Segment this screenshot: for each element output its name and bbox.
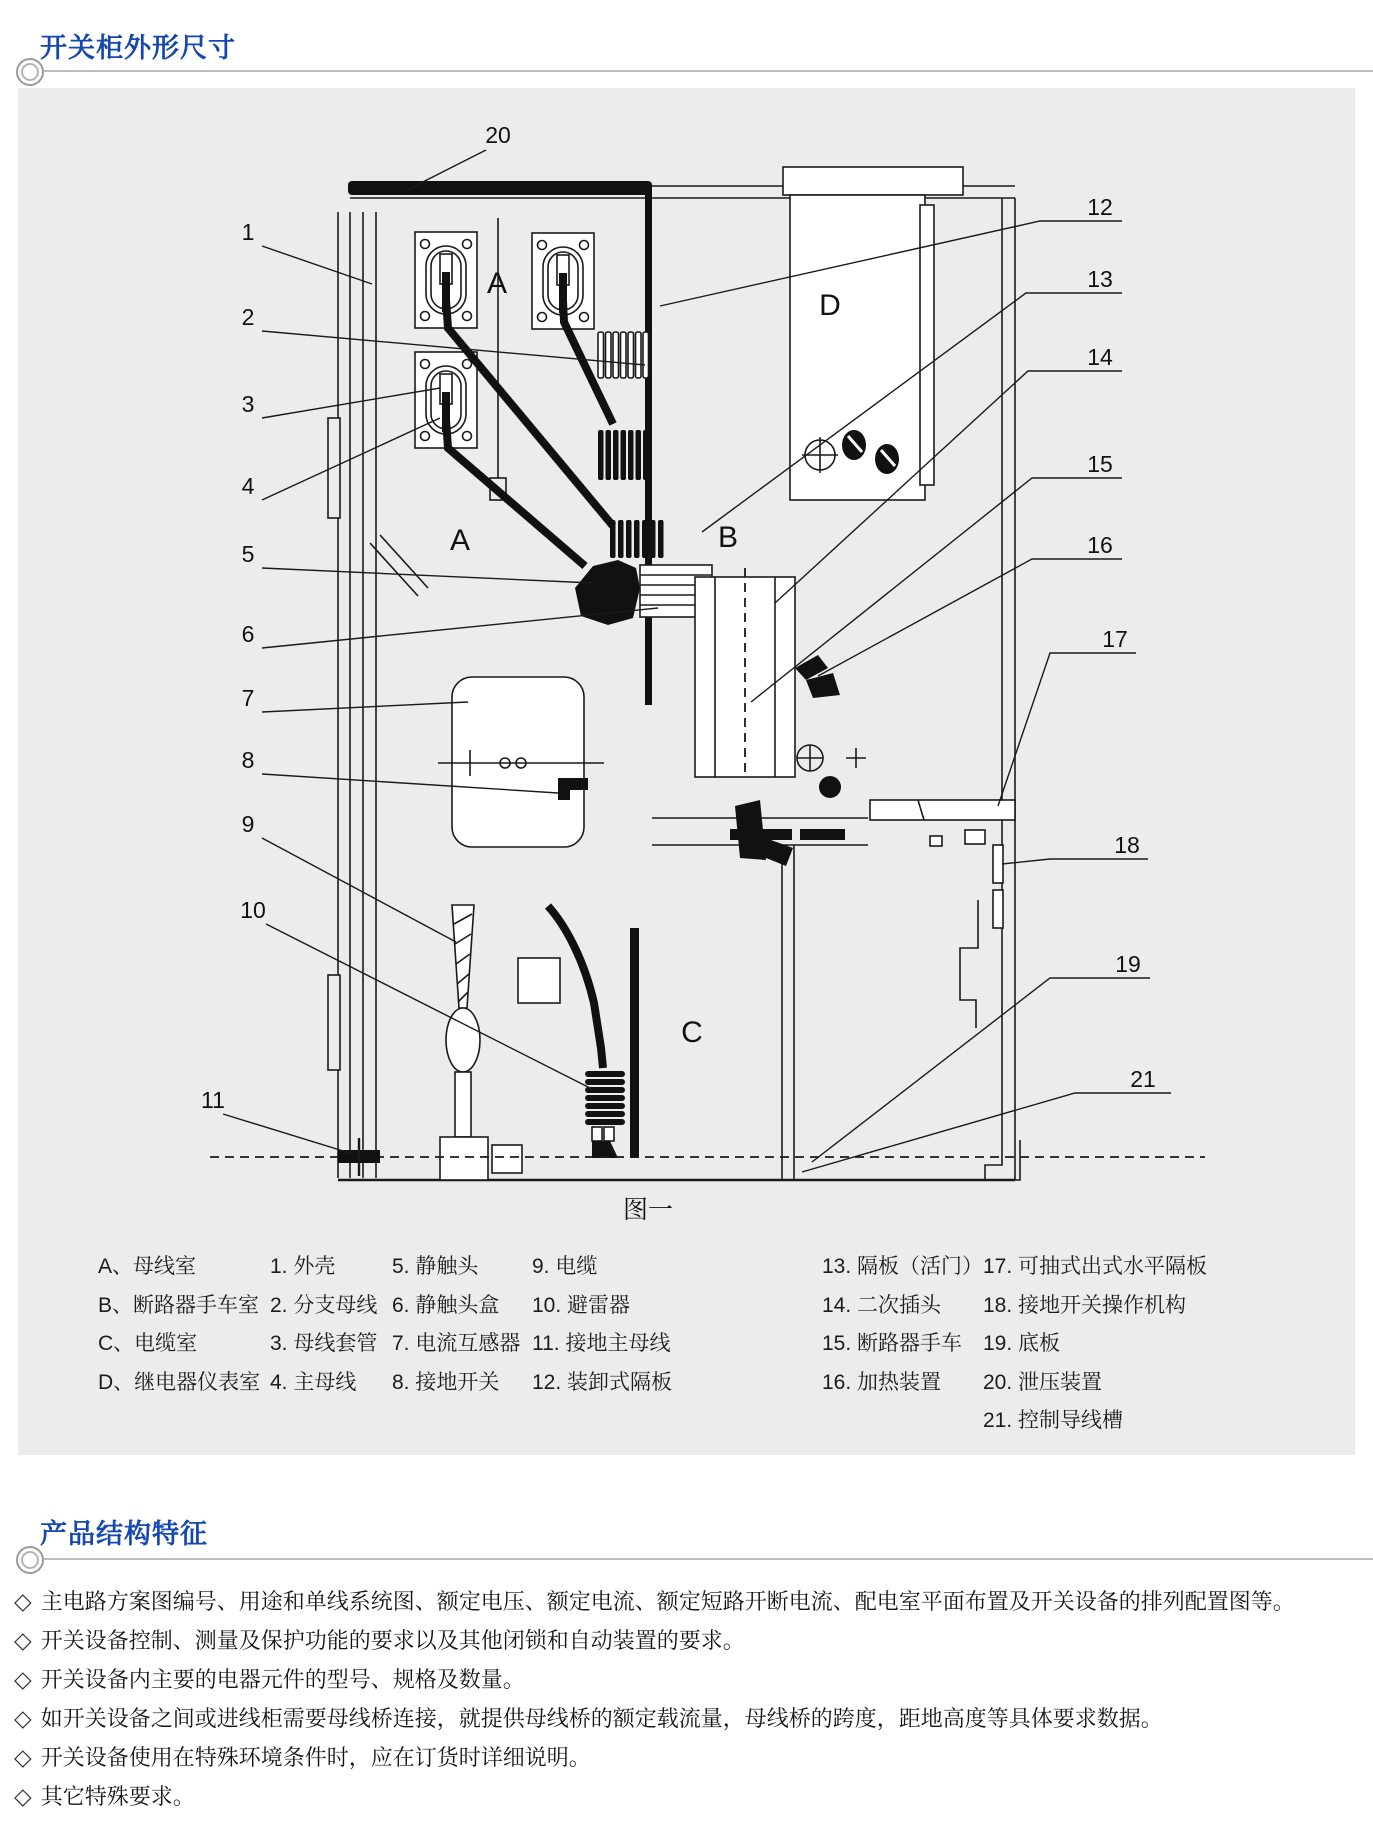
list-item-text: 4. 主母线 <box>270 1370 357 1394</box>
list-item-text: 5. 静触头 <box>392 1255 479 1278</box>
section-rule <box>44 1558 1373 1560</box>
diamond-bullet-icon: ◇ <box>14 1666 32 1692</box>
list-item <box>98 1364 260 1403</box>
diamond-bullet-icon: ◇ <box>14 1744 32 1770</box>
legend-column-5-8 <box>392 1248 520 1402</box>
list-item-text: A、母线室 <box>98 1255 197 1278</box>
list-item <box>822 1364 983 1403</box>
legend-column-compartments <box>98 1248 260 1402</box>
section-rule <box>44 70 1373 72</box>
list-item-text: C、电缆室 <box>98 1332 198 1355</box>
list-item <box>270 1248 377 1287</box>
breaker-handcart <box>695 568 795 866</box>
diamond-bullet-icon: ◇ <box>14 1783 32 1809</box>
diamond-bullet-icon: ◇ <box>14 1627 32 1653</box>
callout-12: 12 <box>1087 194 1113 220</box>
list-item-text: 开关设备控制、测量及保护功能的要求以及其他闭锁和自动装置的要求。 <box>40 1628 745 1653</box>
list-item-text: B、断路器手车室 <box>98 1293 260 1317</box>
callout-11: 11 <box>201 1087 225 1113</box>
list-item-text: 6. 静触头盒 <box>392 1293 500 1317</box>
list-item-text: 21. 控制导线槽 <box>983 1409 1124 1432</box>
list-item-text: 开关设备内主要的电器元件的型号、规格及数量。 <box>40 1667 525 1692</box>
list-item <box>270 1364 377 1403</box>
list-item <box>822 1248 983 1287</box>
list-item-text: 3. 母线套管 <box>270 1332 378 1355</box>
list-item <box>983 1248 1207 1287</box>
compartment-label-d: D <box>819 289 841 322</box>
callout-21: 21 <box>1130 1066 1156 1092</box>
list-item <box>14 1738 1364 1777</box>
list-item <box>98 1325 260 1364</box>
section-title-features: 产品结构特征 <box>40 1519 208 1549</box>
figure-caption: 图一 <box>622 1196 674 1224</box>
callout-9: 9 <box>241 811 255 837</box>
list-item-text: 13. 隔板（活门） <box>822 1255 984 1278</box>
diamond-bullet-icon: ◇ <box>14 1705 32 1731</box>
diamond-bullet-icon: ◇ <box>14 1588 32 1614</box>
list-item-text: 如开关设备之间或进线柜需要母线桥连接，就提供母线桥的额定载流量，母线桥的跨度，距地高度等具体要求数据。 <box>40 1706 1163 1731</box>
power-cable <box>440 905 603 1180</box>
callout-2: 2 <box>241 304 255 330</box>
callout-18: 18 <box>1114 832 1140 858</box>
list-item <box>14 1777 1364 1816</box>
callout-1: 1 <box>241 219 255 245</box>
callout-14: 14 <box>1087 344 1113 370</box>
insulator-stack <box>610 520 664 558</box>
cable-riser <box>630 928 639 1158</box>
list-item-text: 8. 接地开关 <box>392 1370 500 1394</box>
list-item-text: 14. 二次插头 <box>822 1293 942 1317</box>
list-item-text: 9. 电缆 <box>532 1255 598 1278</box>
list-item-text: 主电路方案图编号、用途和单线系统图、额定电压、额定电流、额定短路开断电流、配电室平面布置及开关设备的排列配置图等。 <box>40 1589 1295 1614</box>
section-ring-icon <box>16 58 44 86</box>
list-item <box>532 1364 672 1403</box>
list-item-text: 12. 装卸式隔板 <box>532 1370 673 1394</box>
list-item <box>822 1325 983 1364</box>
horizontal-partition <box>870 800 1015 846</box>
list-item <box>983 1287 1207 1326</box>
list-item <box>983 1402 1207 1441</box>
list-item <box>392 1364 520 1403</box>
list-item <box>14 1660 1364 1699</box>
insulator-stack <box>598 430 649 480</box>
list-item-text: D、继电器仪表室 <box>98 1370 261 1394</box>
list-item <box>983 1364 1207 1403</box>
list-item <box>392 1248 520 1287</box>
list-item <box>14 1699 1364 1738</box>
legend-column-1-4 <box>270 1248 377 1402</box>
list-item <box>270 1325 377 1364</box>
callout-17: 17 <box>1102 626 1128 652</box>
compartment-label-a-top: A <box>486 267 508 300</box>
list-item-text: 17. 可抽式出式水平隔板 <box>983 1255 1208 1278</box>
list-item <box>983 1325 1207 1364</box>
callout-4: 4 <box>241 473 255 499</box>
list-item <box>822 1287 983 1326</box>
list-item <box>532 1287 672 1326</box>
list-item-text: 10. 避雷器 <box>532 1293 631 1317</box>
feature-list <box>14 1582 1364 1816</box>
callout-6: 6 <box>241 621 255 647</box>
list-item <box>98 1248 260 1287</box>
list-item-text: 16. 加热装置 <box>822 1370 942 1394</box>
list-item-text: 11. 接地主母线 <box>532 1332 671 1355</box>
list-item <box>532 1248 672 1287</box>
list-item-text: 2. 分支母线 <box>270 1293 378 1317</box>
ground-line <box>210 1138 1205 1176</box>
compartment-label-a-mid: A <box>449 524 471 557</box>
list-item-text: 开关设备使用在特殊环境条件时，应在订货时详细说明。 <box>40 1745 591 1770</box>
callout-16: 16 <box>1087 532 1113 558</box>
earthing-switch-mechanism <box>960 830 1003 1028</box>
insulator-stack <box>598 332 649 378</box>
list-item-text: 1. 外壳 <box>270 1255 336 1278</box>
relay-instrument-box <box>783 167 963 500</box>
list-item <box>532 1325 672 1364</box>
callout-20: 20 <box>485 122 511 148</box>
compartment-label-b: B <box>717 521 739 554</box>
list-item-text: 7. 电流互感器 <box>392 1332 521 1355</box>
section-ring-icon <box>16 1546 44 1574</box>
callout-5: 5 <box>241 541 255 567</box>
pressure-relief-plate <box>348 181 652 195</box>
compartment-label-c: C <box>681 1016 703 1049</box>
list-item-text: 其它特殊要求。 <box>40 1784 195 1809</box>
legend-column-17-21 <box>983 1248 1207 1441</box>
callout-10: 10 <box>240 897 266 923</box>
list-item-text: 20. 泄压装置 <box>983 1370 1103 1394</box>
list-item <box>392 1287 520 1326</box>
callout-3: 3 <box>241 391 255 417</box>
legend-column-13-16 <box>822 1248 983 1402</box>
callout-7: 7 <box>241 685 255 711</box>
list-item <box>14 1582 1364 1621</box>
callout-15: 15 <box>1087 451 1113 477</box>
list-item-text: 18. 接地开关操作机构 <box>983 1293 1187 1317</box>
callout-13: 13 <box>1087 266 1113 292</box>
list-item <box>270 1287 377 1326</box>
callout-19: 19 <box>1115 951 1141 977</box>
callout-8: 8 <box>241 747 255 773</box>
list-item-text: 15. 断路器手车 <box>822 1332 963 1355</box>
list-item <box>392 1325 520 1364</box>
surge-arrester <box>585 1071 625 1158</box>
legend-column-9-12 <box>532 1248 672 1402</box>
list-item-text: 19. 底板 <box>983 1332 1061 1355</box>
section-title-dimensions: 开关柜外形尺寸 <box>40 33 236 63</box>
list-item <box>14 1621 1364 1660</box>
diagram-panel <box>18 88 1355 1455</box>
list-item <box>98 1287 260 1326</box>
